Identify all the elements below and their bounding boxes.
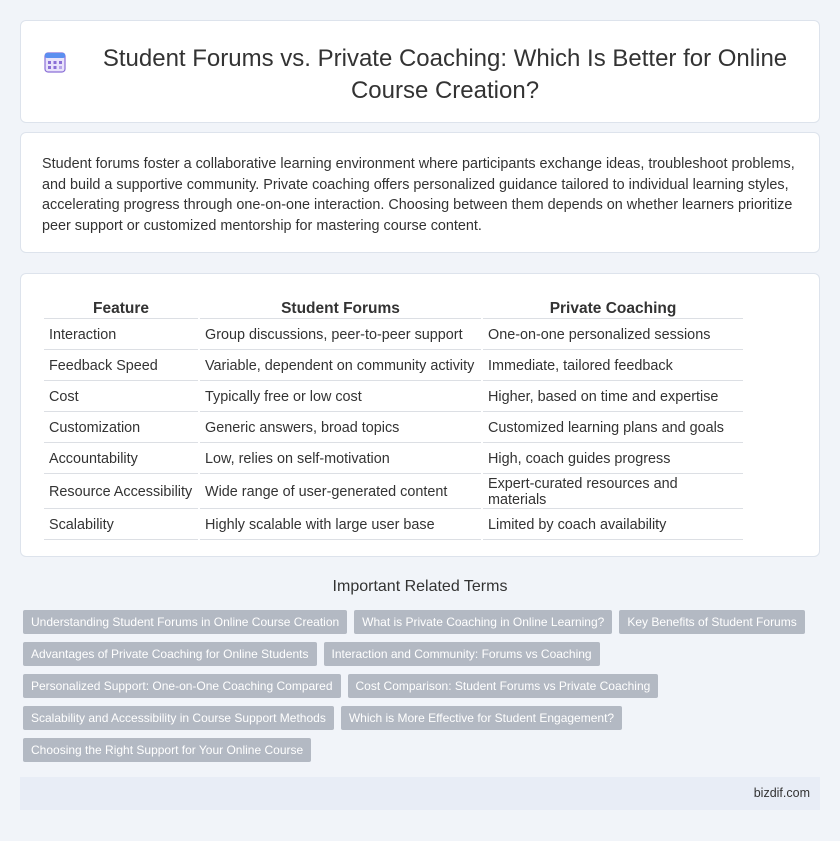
related-term-tag[interactable]: Personalized Support: One-on-One Coaching Compared xyxy=(23,674,341,698)
forums-cell: Variable, dependent on community activity xyxy=(200,352,481,381)
feature-cell: Resource Accessibility xyxy=(44,476,198,509)
related-terms-list xyxy=(23,610,813,762)
related-term-tag[interactable]: What is Private Coaching in Online Learning? xyxy=(354,610,612,634)
forums-cell: Highly scalable with large user base xyxy=(200,511,481,540)
feature-cell: Accountability xyxy=(44,445,198,474)
table-row xyxy=(44,321,743,350)
related-term-tag[interactable]: Choosing the Right Support for Your Online Course xyxy=(23,738,311,762)
feature-cell: Scalability xyxy=(44,511,198,540)
header-feature: Feature xyxy=(44,298,198,319)
related-term-tag[interactable]: Cost Comparison: Student Forums vs Private Coaching xyxy=(348,674,659,698)
footer xyxy=(20,777,820,810)
table-row xyxy=(44,476,743,509)
comparison-table xyxy=(42,296,745,542)
table-header-row xyxy=(44,298,743,319)
forums-cell: Low, relies on self-motivation xyxy=(200,445,481,474)
related-terms-heading: Important Related Terms xyxy=(332,578,508,595)
coaching-cell: High, coach guides progress xyxy=(483,445,743,474)
table-row xyxy=(44,445,743,474)
coaching-cell: One-on-one personalized sessions xyxy=(483,321,743,350)
feature-cell: Feedback Speed xyxy=(44,352,198,381)
coaching-cell: Immediate, tailored feedback xyxy=(483,352,743,381)
feature-cell: Interaction xyxy=(44,321,198,350)
table-row xyxy=(44,352,743,381)
table-row xyxy=(44,511,743,540)
table-row xyxy=(44,414,743,443)
footer-site-name: bizdif.com xyxy=(753,786,810,800)
coaching-cell: Expert-curated resources and materials xyxy=(483,476,743,509)
table-row xyxy=(44,383,743,412)
title-wrap xyxy=(61,43,799,107)
related-term-tag[interactable]: Advantages of Private Coaching for Online Students xyxy=(23,642,317,666)
comparison-table-card xyxy=(20,273,820,557)
header-private-coaching: Private Coaching xyxy=(483,298,743,319)
related-term-tag[interactable]: Scalability and Accessibility in Course Support Methods xyxy=(23,706,334,730)
coaching-cell: Customized learning plans and goals xyxy=(483,414,743,443)
related-term-tag[interactable]: Which is More Effective for Student Engagement? xyxy=(341,706,622,730)
header-student-forums: Student Forums xyxy=(200,298,481,319)
related-term-tag[interactable]: Interaction and Community: Forums vs Coaching xyxy=(324,642,600,666)
related-term-tag[interactable]: Key Benefits of Student Forums xyxy=(619,610,804,634)
coaching-cell: Higher, based on time and expertise xyxy=(483,383,743,412)
forums-cell: Generic answers, broad topics xyxy=(200,414,481,443)
page-title: Student Forums vs. Private Coaching: Which Is Better for Online Course Creation? xyxy=(102,45,788,104)
intro-paragraph: Student forums foster a collaborative learning environment where participants exchange ideas, troubleshoot problems, and build a supportive community. Private coaching offers personalized guidance tailored to individual learning styles, accelerating progress through one-on-one interaction. Choosing between them depends on whether learners prioritize peer support or customized mentorship for mastering course content. xyxy=(42,156,795,234)
intro-card xyxy=(20,132,820,253)
related-term-tag[interactable]: Understanding Student Forums in Online Course Creation xyxy=(23,610,347,634)
forums-cell: Wide range of user-generated content xyxy=(200,476,481,509)
forums-cell: Group discussions, peer-to-peer support xyxy=(200,321,481,350)
forums-cell: Typically free or low cost xyxy=(200,383,481,412)
feature-cell: Cost xyxy=(44,383,198,412)
feature-cell: Customization xyxy=(44,414,198,443)
coaching-cell: Limited by coach availability xyxy=(483,511,743,540)
header-card xyxy=(20,20,820,123)
